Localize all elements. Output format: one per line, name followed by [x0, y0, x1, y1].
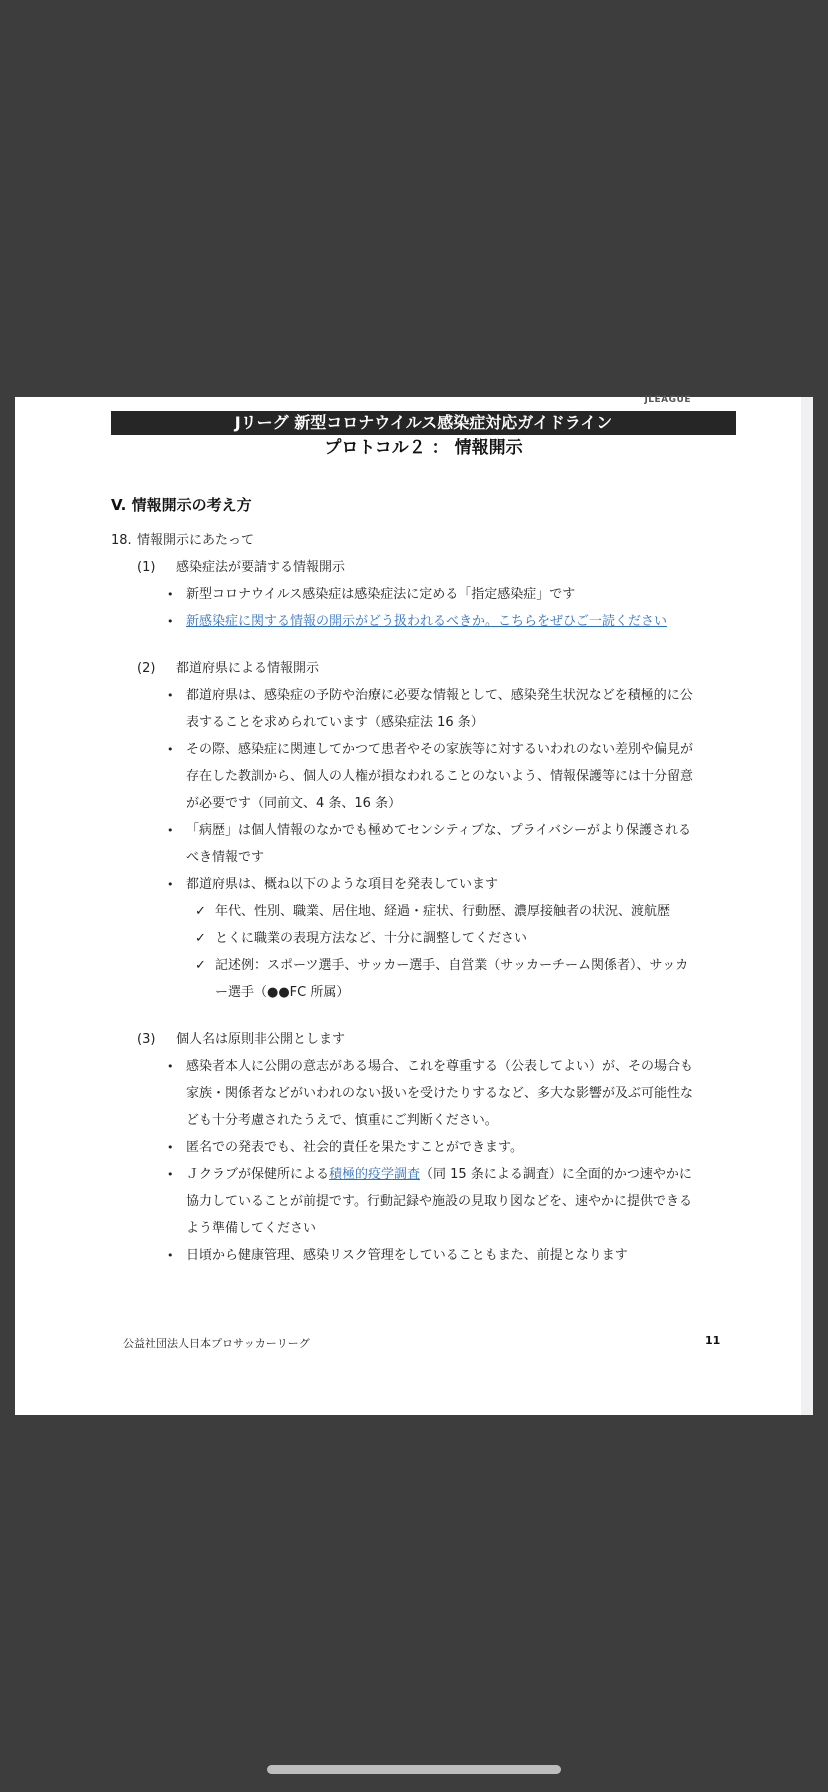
bullet-icon: • [167, 1060, 174, 1073]
bullet-item: • 「病歴」は個人情報のなかでも極めてセンシティブな、プライバシーがより保護される [111, 817, 751, 844]
epidemiology-link[interactable]: 積極的疫学調査 [329, 1167, 421, 1182]
jleague-logo: JLEAGUE [644, 395, 691, 405]
document-title: Jリーグ 新型コロナウイルス感染症対応ガイドライン [111, 411, 736, 435]
bullet-icon: • [167, 588, 174, 601]
bullet-continuation: ども十分考慮されたうえで、慎重にご判断ください。 [186, 1113, 498, 1128]
check-item: ✓ 年代、性別、職業、居住地、経過・症状、行動歴、濃厚接触者の状況、渡航歴 [111, 898, 751, 925]
item-18 [111, 527, 751, 554]
bullet-item: • 感染者本人に公開の意志がある場合、これを尊重する（公表してよい）が、その場合も [111, 1053, 751, 1080]
bullet-item: • 都道府県は、感染症の予防や治療に必要な情報として、感染発生状況などを積極的に公 [111, 682, 751, 709]
bullet-icon: • [167, 689, 174, 702]
subsection-number: (3) [137, 1032, 156, 1047]
subsection-3 [111, 1026, 751, 1053]
check-item: ✓ とくに職業の表現方法など、十分に調整してください [111, 925, 751, 952]
document-page[interactable] [15, 397, 813, 1415]
subsection-label: 個人名は原則非公開とします [176, 1032, 346, 1047]
item-label: 情報開示にあたって [137, 533, 255, 548]
bullet-continuation: が必要です（同前文、4 条、16 条） [186, 796, 402, 811]
footer-organization: 公益社団法人日本プロサッカーリーグ [123, 1337, 310, 1350]
bullet-continuation: よう準備してください [186, 1221, 317, 1236]
bullet-icon: • [167, 615, 174, 628]
bullet-icon: • [167, 1141, 174, 1154]
bullet-item: • Ｊクラブが保健所による積極的疫学調査（同 15 条による調査）に全面的かつ速やかに [111, 1161, 751, 1188]
checkmark-icon: ✓ [195, 904, 206, 919]
document-body [111, 527, 751, 1269]
bullet-item: • 日頃から健康管理、感染リスク管理をしていることもまた、前提となります [111, 1242, 751, 1269]
document-subtitle: プロトコル２ ： 情報開示 [324, 438, 523, 458]
section-heading: V. 情報開示の考え方 [111, 496, 252, 514]
subsection-number: (1) [137, 560, 156, 575]
check-item: ✓ 記述例：スポーツ選手、サッカー選手、自営業（サッカーチーム関係者）、サッカ [111, 952, 751, 979]
bullet-item: • 匿名での発表でも、社会的責任を果たすことができます。 [111, 1134, 751, 1161]
infection-info-link[interactable]: 新感染症に関する情報の開示がどう扱われるべきか。こちらをぜひご一読ください [186, 614, 668, 629]
bullet-continuation: 協力していることが前提です。行動記録や施設の見取り図などを、速やかに提供できる [186, 1194, 692, 1209]
checkmark-icon: ✓ [195, 931, 206, 946]
bullet-icon: • [167, 1249, 174, 1262]
subsection-1 [111, 554, 751, 581]
subsection-label: 都道府県による情報開示 [176, 661, 320, 676]
page-number: 11 [705, 1334, 721, 1347]
bullet-item: • その際、感染症に関連してかつて患者やその家族等に対するいわれのない差別や偏見が [111, 736, 751, 763]
bullet-continuation: 家族・関係者などがいわれのない扱いを受けたりするなど、多大な影響が及ぶ可能性な [186, 1086, 694, 1101]
home-indicator[interactable] [267, 1765, 561, 1774]
bullet-item [111, 608, 751, 635]
bullet-item: • 都道府県は、概ね以下のような項目を発表しています [111, 871, 751, 898]
item-number: 18. [111, 533, 132, 548]
subsection-2 [111, 655, 751, 682]
bullet-icon: • [167, 824, 174, 837]
bullet-icon: • [167, 743, 174, 756]
bullet-continuation: べき情報です [186, 850, 265, 865]
bullet-item: • 新型コロナウイルス感染症は感染症法に定める「指定感染症」です [111, 581, 751, 608]
bullet-continuation: 表することを求められています（感染症法 16 条） [186, 715, 484, 730]
bullet-icon: • [167, 1168, 174, 1181]
subsection-label: 感染症法が要請する情報開示 [176, 560, 346, 575]
check-continuation: ー選手（●●FC 所属） [215, 985, 350, 1000]
subsection-number: (2) [137, 661, 156, 676]
bullet-continuation: 存在した教訓から、個人の人権が損なわれることのないよう、情報保護等には十分留意 [186, 769, 694, 784]
bullet-icon: • [167, 878, 174, 891]
checkmark-icon: ✓ [195, 958, 206, 973]
